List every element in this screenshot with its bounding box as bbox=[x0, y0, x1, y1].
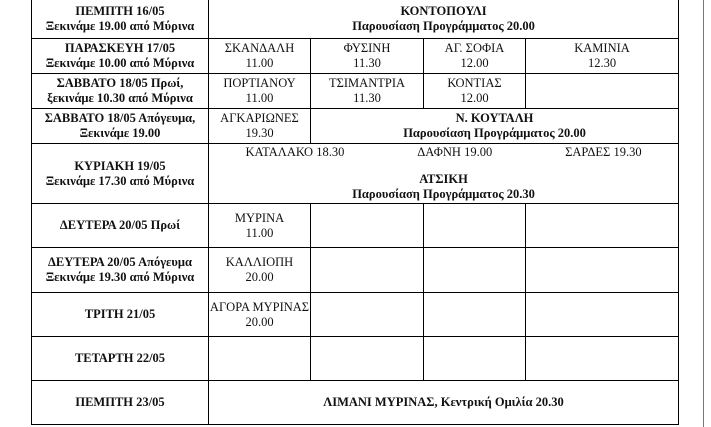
stop-name: ΑΓΟΡΑ ΜΥΡΙΝΑΣ bbox=[209, 299, 310, 314]
event-cell bbox=[209, 0, 679, 39]
day-label: ΠΕΜΠΤΗ 23/05 bbox=[75, 395, 165, 409]
empty-cell bbox=[311, 293, 424, 337]
empty-cell bbox=[526, 74, 679, 109]
day-label: ΔΕΥΤΕΡΑ 20/05 Απόγευμα bbox=[48, 255, 192, 269]
stop-time: 11.30 bbox=[353, 91, 381, 105]
departure-label: Ξεκινάμε 19.00 από Μύρινα bbox=[45, 19, 195, 33]
table-row bbox=[32, 144, 679, 204]
day-cell bbox=[32, 248, 209, 293]
stop-name: ΑΓΚΑΡΙΩΝΕΣ bbox=[220, 111, 299, 125]
stop-item: ΚΑΤΑΛΑΚΟ 18.30 bbox=[245, 145, 345, 159]
stop-item: ΣΑΡΔΕΣ 19.30 bbox=[565, 145, 642, 159]
day-label: ΚΥΡΙΑΚΗ 19/05 bbox=[74, 158, 166, 173]
stop-name: ΑΓ. ΣΟΦΙΑ bbox=[444, 41, 505, 55]
schedule-table bbox=[31, 0, 679, 425]
stop-cell bbox=[424, 39, 526, 74]
stop-time: 20.00 bbox=[245, 314, 274, 329]
empty-cell bbox=[526, 293, 679, 337]
stop-name: ΚΑΜΙΝΙΑ bbox=[574, 41, 630, 55]
day-cell bbox=[32, 74, 209, 109]
event-cell bbox=[311, 109, 679, 144]
event-cell bbox=[209, 381, 679, 425]
table-row bbox=[32, 293, 679, 337]
empty-cell bbox=[526, 204, 679, 248]
stop-cell bbox=[424, 74, 526, 109]
event-location: Ν. ΚΟΥΤΑΛΗ bbox=[455, 111, 534, 125]
stop-time: 12.00 bbox=[460, 91, 489, 105]
event-cell bbox=[209, 144, 679, 204]
stop-name: ΚΑΛΛΙΟΠΗ bbox=[225, 255, 294, 269]
empty-cell bbox=[424, 293, 526, 337]
empty-cell bbox=[424, 248, 526, 293]
stop-name: ΜΥΡΙΝΑ bbox=[234, 210, 285, 225]
stop-name: ΤΣΙΜΑΝΤΡΙΑ bbox=[328, 76, 406, 90]
day-cell bbox=[32, 337, 209, 381]
event-title: Παρουσίαση Προγράμματος 20.00 bbox=[352, 19, 535, 33]
table-row bbox=[32, 337, 679, 381]
stop-cell bbox=[311, 39, 424, 74]
stop-time: 12.30 bbox=[587, 56, 617, 70]
empty-cell bbox=[311, 337, 424, 381]
table-row bbox=[32, 109, 679, 144]
stop-cell bbox=[209, 74, 311, 109]
stops-list bbox=[209, 144, 678, 160]
stop-time: 19.30 bbox=[245, 126, 274, 140]
empty-cell bbox=[526, 248, 679, 293]
table-row bbox=[32, 204, 679, 248]
day-cell bbox=[32, 0, 209, 39]
day-cell bbox=[32, 144, 209, 204]
event-title: Παρουσίαση Προγράμματος 20.00 bbox=[403, 126, 586, 140]
stop-item: ΔΑΦΝΗ 19.00 bbox=[417, 145, 493, 159]
stop-cell bbox=[209, 109, 311, 144]
event-location: ΑΤΣΙΚΗ bbox=[419, 172, 468, 186]
day-cell bbox=[32, 293, 209, 337]
stop-time: 11.00 bbox=[245, 91, 274, 105]
day-label: ΔΕΥΤΕΡΑ 20/05 Πρωί bbox=[59, 218, 181, 232]
stop-time: 11.00 bbox=[245, 56, 274, 70]
departure-label: Ξεκινάμε 10.00 από Μύρινα bbox=[45, 56, 195, 70]
empty-cell bbox=[526, 337, 679, 381]
stop-cell bbox=[311, 74, 424, 109]
day-cell bbox=[32, 381, 209, 425]
stop-time: 20.00 bbox=[245, 270, 274, 284]
stop-name: ΦΥΣΙΝΗ bbox=[343, 41, 391, 55]
day-label: ΣΑΒΒΑΤΟ 18/05 Απόγευμα, bbox=[44, 111, 196, 125]
stop-cell bbox=[209, 39, 311, 74]
day-label: ΤΡΙΤΗ 21/05 bbox=[84, 307, 156, 321]
table-row bbox=[32, 0, 679, 39]
page-edge bbox=[703, 0, 704, 427]
departure-label: ξεκινάμε 10.30 από Μύρινα bbox=[47, 91, 193, 105]
stop-cell bbox=[209, 293, 311, 337]
empty-cell bbox=[311, 248, 424, 293]
day-label: ΣΑΒΒΑΤΟ 18/05 Πρωί, bbox=[56, 76, 184, 90]
stop-time: 12.00 bbox=[460, 56, 489, 70]
empty-cell bbox=[424, 337, 526, 381]
departure-label: Ξεκινάμε 17.30 από Μύρινα bbox=[45, 173, 195, 188]
stop-name: ΣΚΑΝΔΑΛΗ bbox=[224, 41, 295, 55]
day-label: ΠΑΡΑΣΚΕΥΗ 17/05 bbox=[64, 41, 176, 55]
day-label: ΤΕΤΑΡΤΗ 22/05 bbox=[74, 351, 166, 365]
stop-cell bbox=[209, 248, 311, 293]
empty-cell bbox=[311, 204, 424, 248]
event-title: ΛΙΜΑΝΙ ΜΥΡΙΝΑΣ, Κεντρική Ομιλία 20.30 bbox=[323, 395, 564, 409]
stop-cell bbox=[209, 204, 311, 248]
table-row bbox=[32, 39, 679, 74]
stop-name: ΠΟΡΤΙΑΝΟΥ bbox=[223, 76, 296, 90]
departure-label: Ξεκινάμε 19.00 bbox=[79, 126, 161, 140]
event-title: Παρουσίαση Προγράμματος 20.30 bbox=[352, 187, 535, 201]
day-label: ΠΕΜΠΤΗ 16/05 bbox=[75, 4, 165, 18]
stop-time: 11.00 bbox=[245, 225, 274, 240]
day-cell bbox=[32, 109, 209, 144]
day-cell bbox=[32, 39, 209, 74]
empty-cell bbox=[424, 204, 526, 248]
stop-time: 11.30 bbox=[353, 56, 381, 70]
event-location: ΚΟΝΤΟΠΟΥΛΙ bbox=[400, 4, 487, 18]
table-row bbox=[32, 381, 679, 425]
departure-label: Ξεκινάμε 19.30 από Μύρινα bbox=[45, 270, 195, 284]
stop-cell bbox=[526, 39, 679, 74]
day-cell bbox=[32, 204, 209, 248]
empty-cell bbox=[209, 337, 311, 381]
stop-name: ΚΟΝΤΙΑΣ bbox=[447, 76, 502, 90]
table-row bbox=[32, 248, 679, 293]
table-row bbox=[32, 74, 679, 109]
